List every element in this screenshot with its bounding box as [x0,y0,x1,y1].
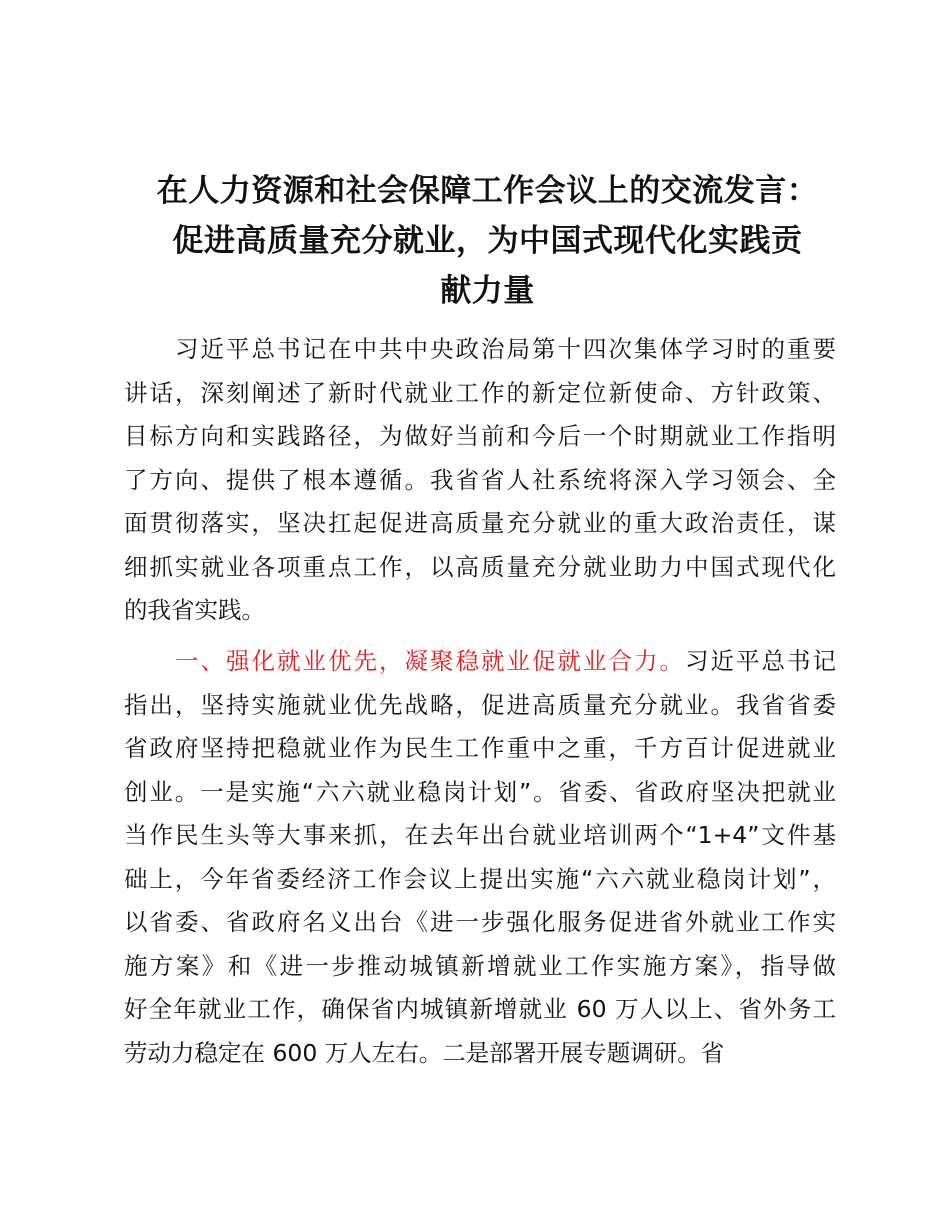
text-line: 础上，今年省委经济工作会议上提出实施“六六就业稳岗计划”， [124,864,836,893]
paragraph-indent [124,647,175,675]
text-line: 以省委、省政府名义出台《进一步强化服务促进省外就业工作实 [124,908,836,936]
text-line: 当作民生头等大事来抓，在去年出台就业培训两个“1+4”文件基 [124,821,836,849]
title-line: 在人力资源和社会保障工作会议上的交流发言： [156,173,819,209]
paragraph-intro [124,328,836,633]
text-line: 目标方向和实践路径，为做好当前和今后一个时期就业工作指明 [124,422,836,450]
text-line: 劳动力稳定在 600 万人左右。二是部署开展专题调研。省 [124,1038,725,1067]
text-line: 细抓实就业各项重点工作，以高质量充分就业助力中国式现代化 [124,552,836,581]
text-line: 省政府坚持把稳就业作为民生工作重中之重，千方百计促进就业 [124,734,836,762]
text-line: 讲话，深刻阐述了新时代就业工作的新定位新使命、方针政策、 [124,378,836,407]
text-line: 创业。一是实施“六六就业稳岗计划”。省委、省政府坚决把就业 [124,777,836,806]
text-line: 施方案》和《进一步推动城镇新增就业工作实施方案》，指导做 [124,951,836,980]
document-title [125,166,850,316]
text-line: 习近平总书记在中共中央政治局第十四次集体学习时的重要 [124,335,836,363]
section-heading: 一、强化就业优先，凝聚稳就业促就业合力。 [175,647,685,675]
text-line: 指出，坚持实施就业优先战略，促进高质量充分就业。我省省委 [124,690,836,719]
text-line: 了方向、提供了根本遵循。我省省人社系统将深入学习领会、全 [124,465,836,494]
title-line: 献力量 [440,273,535,309]
text-line: 好全年就业工作，确保省内城镇新增就业 60 万人以上、省外务工 [124,995,836,1023]
paragraph-section-one [124,640,836,1075]
section-heading-continuation: 习近平总书记 [685,647,836,675]
text-line-first [124,640,836,684]
title-line: 促进高质量充分就业，为中国式现代化实践贡 [172,223,803,259]
text-line: 面贯彻落实，坚决扛起促进高质量充分就业的重大政治责任，谋 [124,509,836,537]
text-line: 的我省实践。 [124,596,265,624]
